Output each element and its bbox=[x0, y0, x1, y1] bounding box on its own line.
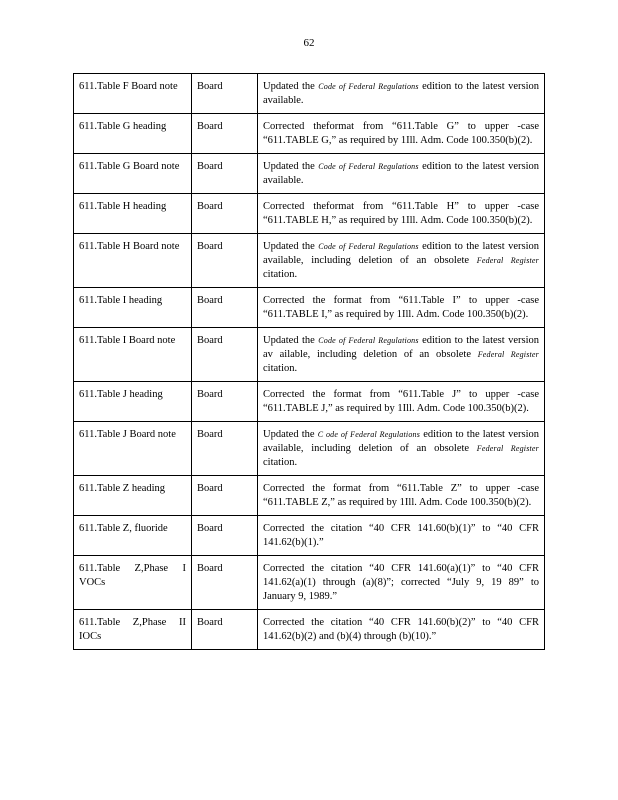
section-cell: 611.Table F Board note bbox=[74, 74, 192, 114]
source-cell: Board bbox=[192, 234, 258, 288]
description-text: Updated the bbox=[263, 335, 319, 346]
source-cell: Board bbox=[192, 422, 258, 476]
changes-table-body bbox=[74, 74, 545, 650]
description-text: Corrected the citation “40 CFR 141.60(a)(1)” to “40 CFR 141.62(a)(1) through (a)(8)”; corrected “July 9, 19 89” to January 9, 1989.” bbox=[263, 563, 539, 602]
section-cell: 611.Table G heading bbox=[74, 114, 192, 154]
description-text: edition to the latest version available, including deletion of an obsolete bbox=[263, 241, 539, 266]
citation-text: Federal Register bbox=[476, 256, 539, 265]
source-cell: Board bbox=[192, 610, 258, 650]
source-cell: Board bbox=[192, 476, 258, 516]
section-cell: 611.Table J heading bbox=[74, 382, 192, 422]
table-row bbox=[74, 234, 545, 288]
source-cell: Board bbox=[192, 288, 258, 328]
source-cell: Board bbox=[192, 328, 258, 382]
section-cell: 611.Table I Board note bbox=[74, 328, 192, 382]
table-row bbox=[74, 74, 545, 114]
section-cell: 611.Table G Board note bbox=[74, 154, 192, 194]
description-text: Corrected the format from “611.Table J” to upper -case “611.TABLE J,” as required by 1Ill. Adm. Code 100.350(b)(2). bbox=[263, 389, 539, 414]
description-text: Corrected theformat from “611.Table G” to upper -case “611.TABLE G,” as required by 1Ill. Adm. Code 100.350(b)(2). bbox=[263, 121, 539, 146]
description-cell bbox=[258, 610, 545, 650]
citation-text: Code of Federal Regulations bbox=[318, 162, 419, 171]
description-text: Corrected the format from “611.Table I” to upper -case “611.TABLE I,” as required by 1Ill. Adm. Code 100.350(b)(2). bbox=[263, 295, 539, 320]
description-text: edition to the latest version av ailable, including deletion of an obsolete bbox=[263, 335, 539, 360]
description-text: citation. bbox=[263, 363, 298, 374]
description-text: Corrected the format from “611.Table Z” to upper -case “611.TABLE Z,” as required by 1Ill. Adm. Code 100.350(b)(2). bbox=[263, 483, 539, 508]
description-cell bbox=[258, 194, 545, 234]
citation-text: Code of Federal Regulations bbox=[318, 242, 419, 251]
section-cell: 611.Table Z,Phase I VOCs bbox=[74, 556, 192, 610]
section-cell: 611.Table Z heading bbox=[74, 476, 192, 516]
table-row bbox=[74, 194, 545, 234]
description-text: edition to the latest version available. bbox=[263, 81, 539, 106]
description-cell bbox=[258, 234, 545, 288]
source-cell: Board bbox=[192, 154, 258, 194]
description-text: edition to the latest version available, including deletion of an obsolete bbox=[263, 429, 539, 454]
page-number: 62 bbox=[303, 37, 315, 49]
description-text: Updated the bbox=[263, 241, 319, 252]
citation-text: Code of Federal Regulations bbox=[318, 82, 419, 91]
table-row bbox=[74, 154, 545, 194]
changes-table bbox=[73, 73, 545, 650]
description-cell bbox=[258, 422, 545, 476]
source-cell: Board bbox=[192, 382, 258, 422]
description-cell bbox=[258, 516, 545, 556]
section-cell: 611.Table I heading bbox=[74, 288, 192, 328]
description-cell bbox=[258, 328, 545, 382]
section-cell: 611.Table Z, fluoride bbox=[74, 516, 192, 556]
citation-text: Code of Federal Regulations bbox=[318, 336, 419, 345]
section-cell: 611.Table Z,Phase II IOCs bbox=[74, 610, 192, 650]
description-text: Corrected theformat from “611.Table H” to upper -case “611.TABLE H,” as required by 1Ill. Adm. Code 100.350(b)(2). bbox=[263, 201, 539, 226]
description-text: edition to the latest version available. bbox=[263, 161, 539, 186]
table-row bbox=[74, 288, 545, 328]
table-row bbox=[74, 516, 545, 556]
section-cell: 611.Table H heading bbox=[74, 194, 192, 234]
source-cell: Board bbox=[192, 516, 258, 556]
table-row bbox=[74, 610, 545, 650]
table-row bbox=[74, 328, 545, 382]
description-cell bbox=[258, 476, 545, 516]
source-cell: Board bbox=[192, 114, 258, 154]
description-cell bbox=[258, 154, 545, 194]
description-cell bbox=[258, 382, 545, 422]
description-text: Updated the bbox=[263, 429, 318, 440]
citation-text: C ode of Federal Regulations bbox=[317, 430, 421, 439]
description-cell bbox=[258, 74, 545, 114]
table-row bbox=[74, 476, 545, 516]
table-row bbox=[74, 114, 545, 154]
description-text: Corrected the citation “40 CFR 141.60(b)(2)” to “40 CFR 141.62(b)(2) and (b)(4) through (b)(10).” bbox=[263, 617, 539, 642]
table-row bbox=[74, 556, 545, 610]
description-text: Corrected the citation “40 CFR 141.60(b)(1)” to “40 CFR 141.62(b)(1).” bbox=[263, 523, 539, 548]
description-text: citation. bbox=[263, 457, 298, 468]
description-cell bbox=[258, 114, 545, 154]
table-row bbox=[74, 382, 545, 422]
citation-text: Federal Register bbox=[476, 444, 539, 453]
description-cell bbox=[258, 288, 545, 328]
description-text: citation. bbox=[263, 269, 298, 280]
section-cell: 611.Table H Board note bbox=[74, 234, 192, 288]
description-text: Updated the bbox=[263, 161, 319, 172]
table-row bbox=[74, 422, 545, 476]
section-cell: 611.Table J Board note bbox=[74, 422, 192, 476]
description-text: Updated the bbox=[263, 81, 319, 92]
source-cell: Board bbox=[192, 74, 258, 114]
citation-text: Federal Register bbox=[477, 350, 540, 359]
source-cell: Board bbox=[192, 556, 258, 610]
source-cell: Board bbox=[192, 194, 258, 234]
description-cell bbox=[258, 556, 545, 610]
